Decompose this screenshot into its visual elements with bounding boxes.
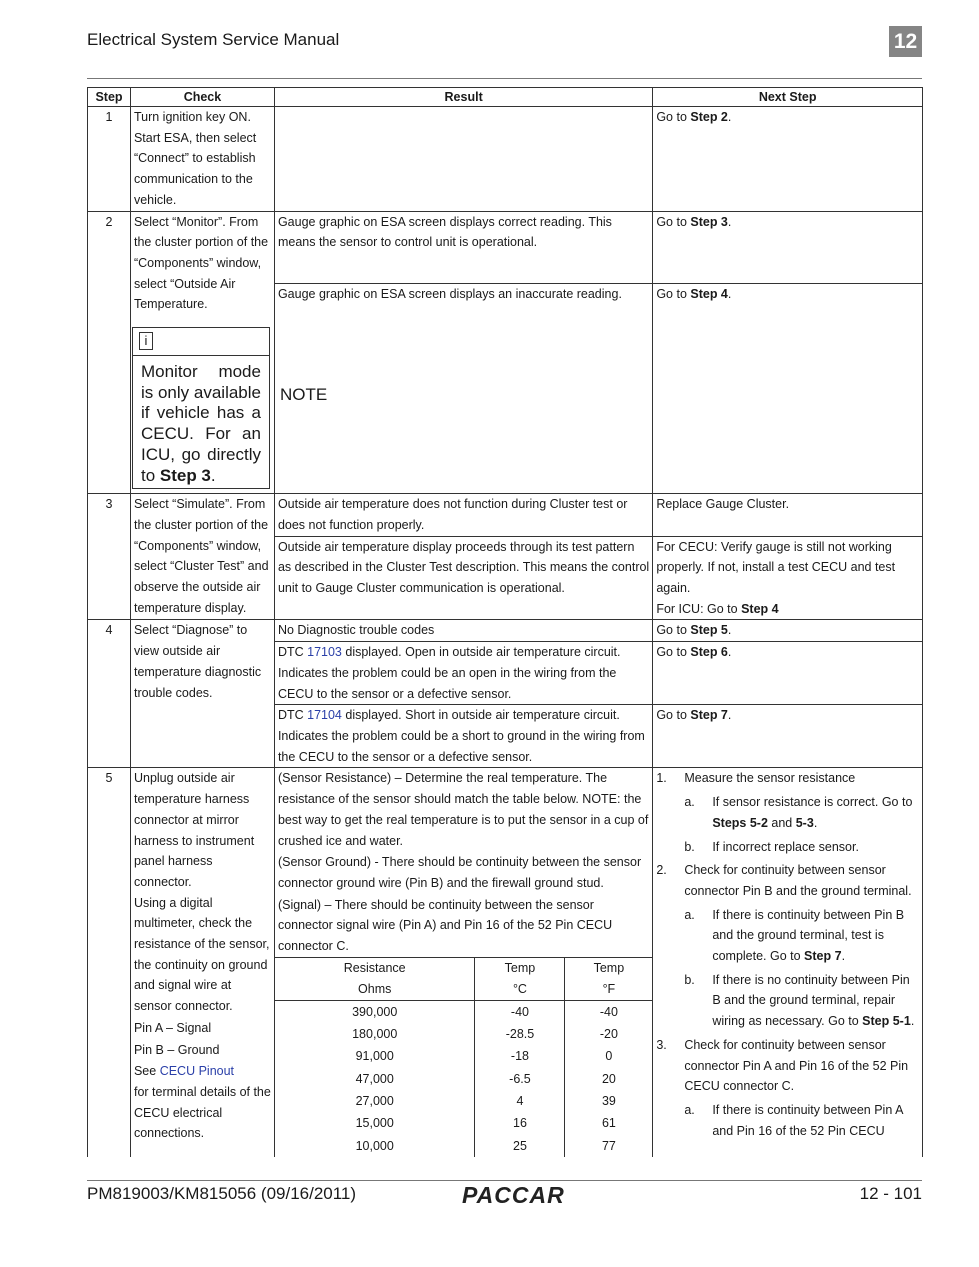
chapter-badge: 12 (889, 26, 922, 57)
step-next: Go to Step 7. (653, 705, 923, 768)
list-item: 2. Check for continuity between sensor connector Pin B and the ground terminal. a. If there is continuity between Pin B and the ground terminal, test is complete. Go to Step 7. b. If there is no continuity between Pin B and the ground terminal, repair wiring as necessary. Go to Step 5-1. (656, 860, 919, 1032)
table-row (88, 211, 923, 284)
step-check: Unplug outside air temperature harness connector at mirror harness to instrument panel harness connector. Using a digital multimeter, check the resistance of the sensor, the continuity on ground and signal wire at sensor connector. Pin A – Signal Pin B – Ground See CECU Pinout for terminal details of the CECU electrical connections. (130, 768, 274, 1157)
header-next-step: Next Step (653, 88, 923, 107)
step-result: Gauge graphic on ESA screen displays an inaccurate reading. NOTE (274, 284, 652, 494)
footer-doc-id: PM819003/KM815056 (09/16/2011) (87, 1184, 357, 1203)
list-item: 1. Measure the sensor resistance a. If sensor resistance is correct. Go to Steps 5-2 and 5-3. b. If incorrect replace sensor. (656, 768, 919, 857)
step-result: Gauge graphic on ESA screen displays correct reading. This means the sensor to control unit is operational. (274, 211, 652, 284)
page-header-title: Electrical System Service Manual (87, 30, 340, 49)
resistance-header-row: Resistance Temp Temp (275, 958, 652, 979)
step-number: 2 (88, 211, 131, 494)
step-result: (Sensor Resistance) – Determine the real temperature. The resistance of the sensor should match the table below. NOTE: the best way to get the real temperature is to put the sensor in a cup of crushed ice and water. (Sensor Ground) - There should be continuity between the sensor connector ground wire (Pin B) and the firewall ground stud. (Signal) – There should be continuity between the sensor connector signal wire (Pin A) and Pin 16 of the 52 Pin CECU connector C. Resistance Temp Temp Ohms °C °F 390,000 -40 -40 180,000 -28.5 -20 91,000 -18 0 47,000 -6.5 20 27,000 4 39 15,000 16 61 10,000 25 77 (274, 768, 652, 1157)
table-row (88, 620, 923, 642)
list-item: b. If incorrect replace sensor. (684, 839, 859, 854)
step-number: 5 (88, 768, 131, 1157)
step-result: Outside air temperature display proceeds through its test pattern as described in the Cluster Test description. This means the control unit to Gauge Cluster communication is operational. (274, 536, 652, 620)
table-row (88, 768, 923, 1157)
step-result: DTC 17104 displayed. Short in outside air temperature circuit. Indicates the problem could be a short to ground in the wiring from the CECU to the sensor or a defective sensor. (274, 705, 652, 768)
step-next: Go to Step 6. (653, 642, 923, 705)
note-text: Monitor mode is only available if vehicle has a CECU. For an ICU, go directly to Step 3. (140, 362, 261, 485)
list-item: a. If sensor resistance is correct. Go to Steps 5-2 and 5-3. (684, 795, 913, 830)
step-next: Go to Step 2. (653, 107, 923, 212)
resistance-table (275, 958, 652, 1157)
footer-rule (87, 1180, 922, 1181)
step-check: Select “Simulate”. From the cluster portion of the “Components” window, select “Cluster Test” and observe the outside air temperature display. (130, 494, 274, 620)
paccar-logo: PACCAR (462, 1182, 565, 1208)
header-check: Check (130, 88, 274, 107)
resistance-row: 47,000 -6.5 20 (275, 1068, 652, 1090)
resistance-row: 180,000 -28.5 -20 (275, 1023, 652, 1045)
table-row (88, 107, 923, 212)
footer-page-number: 12 - 101 (859, 1184, 922, 1203)
step-result: Outside air temperature does not function during Cluster test or does not function properly. (274, 494, 652, 536)
list-item: a. If there is continuity between Pin A and Pin 16 of the 52 Pin CECU (684, 1102, 903, 1138)
list-item: b. If there is no continuity between Pin B and the ground terminal, repair wiring as necessary. Go to Step 5-1. (684, 972, 915, 1029)
next-step-list (656, 768, 919, 1141)
resistance-row: 27,000 4 39 (275, 1090, 652, 1112)
step-next (653, 768, 923, 1157)
step-result (274, 107, 652, 212)
step-check: Turn ignition key ON. Start ESA, then select “Connect” to establish communication to the vehicle. (130, 107, 274, 212)
header-result: Result (274, 88, 652, 107)
step-check: Select “Diagnose” to view outside air temperature diagnostic trouble codes. (130, 620, 274, 768)
note-label: NOTE (279, 384, 328, 404)
diagnostic-table (87, 87, 923, 1157)
step-result: No Diagnostic trouble codes (274, 620, 652, 642)
resistance-units-row: Ohms °C °F (275, 979, 652, 1001)
table-header-row (88, 88, 923, 107)
step-next: Go to Step 4. (653, 284, 923, 494)
table-row (88, 494, 923, 536)
step-next: Go to Step 5. (653, 620, 923, 642)
resistance-row: 91,000 -18 0 (275, 1045, 652, 1067)
resistance-row: 390,000 -40 -40 (275, 1000, 652, 1023)
resistance-row: 15,000 16 61 (275, 1112, 652, 1134)
header-step: Step (88, 88, 131, 107)
list-item: 3. Check for continuity between sensor connector Pin A and Pin 16 of the 52 Pin CECU connector C. a. If there is continuity between Pin A and Pin 16 of the 52 Pin CECU (656, 1035, 919, 1142)
dtc-17104-link[interactable]: 17104 (307, 708, 342, 723)
step-next: Go to Step 3. (653, 211, 923, 284)
step-result: DTC 17103 displayed. Open in outside air temperature circuit. Indicates the problem could be an open in the wiring from the CECU to the sensor or a defective sensor. (274, 642, 652, 705)
info-icon: i (139, 332, 153, 350)
dtc-17103-link[interactable]: 17103 (307, 645, 342, 660)
step-next: Replace Gauge Cluster. (653, 494, 923, 536)
cecu-pinout-link[interactable]: CECU Pinout (159, 1064, 235, 1079)
step-number: 3 (88, 494, 131, 620)
step-number: 1 (88, 107, 131, 212)
step-check: Select “Monitor”. From the cluster portion of the “Components” window, select “Outside Air Temperature. i Monitor mode is only available if vehicle has a CECU. For an ICU, go directly to Step 3. (130, 211, 274, 494)
step-next: For CECU: Verify gauge is still not working properly. If not, install a test CECU and test again. For ICU: Go to Step 4 (653, 536, 923, 620)
resistance-row: 10,000 25 77 (275, 1135, 652, 1157)
step-number: 4 (88, 620, 131, 768)
note-box (132, 327, 270, 489)
header-rule (87, 78, 922, 79)
list-item: a. If there is continuity between Pin B and the ground terminal, test is complete. Go to Step 7. (684, 907, 905, 964)
